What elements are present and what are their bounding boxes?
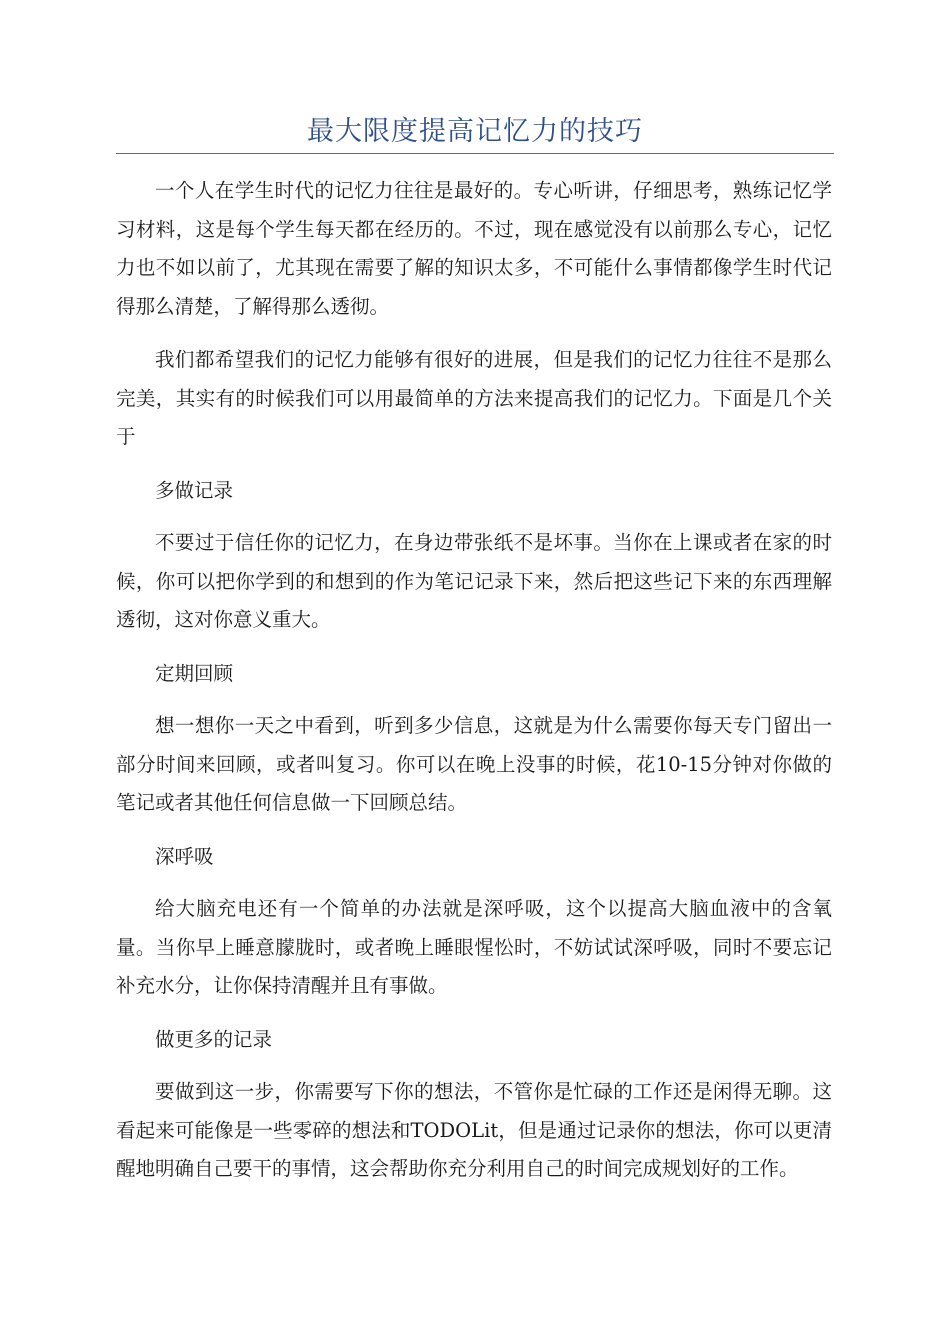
paragraph-deep-breath: 给大脑充电还有一个简单的办法就是深呼吸，这个以提高大脑血液中的含氧量。当你早上睡意朦胧时，或者晚上睡眼惺忪时，不妨试试深呼吸，同时不要忘记补充水分，让你保持清醒并且有事做。 — [116, 897, 832, 997]
paragraph-review: 想一想你一天之中看到，听到多少信息，这就是为什么需要你每天专门留出一部分时间来回顾，或者叫复习。你可以在晚上没事的时候，花10-15分钟对你做的笔记或者其他任何信息做一下回顾总结。 — [116, 714, 832, 814]
section-heading-take-notes: 多做记录 — [155, 478, 234, 502]
title-underline — [116, 153, 834, 154]
paragraph-hope: 我们都希望我们的记忆力能够有很好的进展，但是我们的记忆力往往不是那么完美，其实有的时候我们可以用最简单的方法来提高我们的记忆力。下面是几个关于 — [116, 348, 832, 448]
section-heading-deep-breath: 深呼吸 — [155, 844, 214, 868]
document-body — [116, 172, 832, 1204]
document-title: 最大限度提高记忆力的技巧 — [307, 116, 643, 147]
paragraph-take-notes: 不要过于信任你的记忆力，在身边带张纸不是坏事。当你在上课或者在家的时候，你可以把你学到的和想到的作为笔记记录下来，然后把这些记下来的东西理解透彻，这对你意义重大。 — [116, 531, 832, 631]
paragraph-more-notes: 要做到这一步，你需要写下你的想法，不管你是忙碌的工作还是闲得无聊。这看起来可能像是一些零碎的想法和TODOLit，但是通过记录你的想法，你可以更清醒地明确自己要干的事情，这会帮助你充分利用自己的时间完成规划好的工作。 — [116, 1080, 832, 1180]
section-heading-review: 定期回顾 — [155, 661, 234, 685]
section-heading-more-notes: 做更多的记录 — [155, 1027, 273, 1051]
paragraph-intro: 一个人在学生时代的记忆力往往是最好的。专心听讲，仔细思考，熟练记忆学习材料，这是每个学生每天都在经历的。不过，现在感觉没有以前那么专心，记忆力也不如以前了，尤其现在需要了解的知识太多，不可能什么事情都像学生时代记得那么清楚，了解得那么透彻。 — [116, 179, 832, 318]
